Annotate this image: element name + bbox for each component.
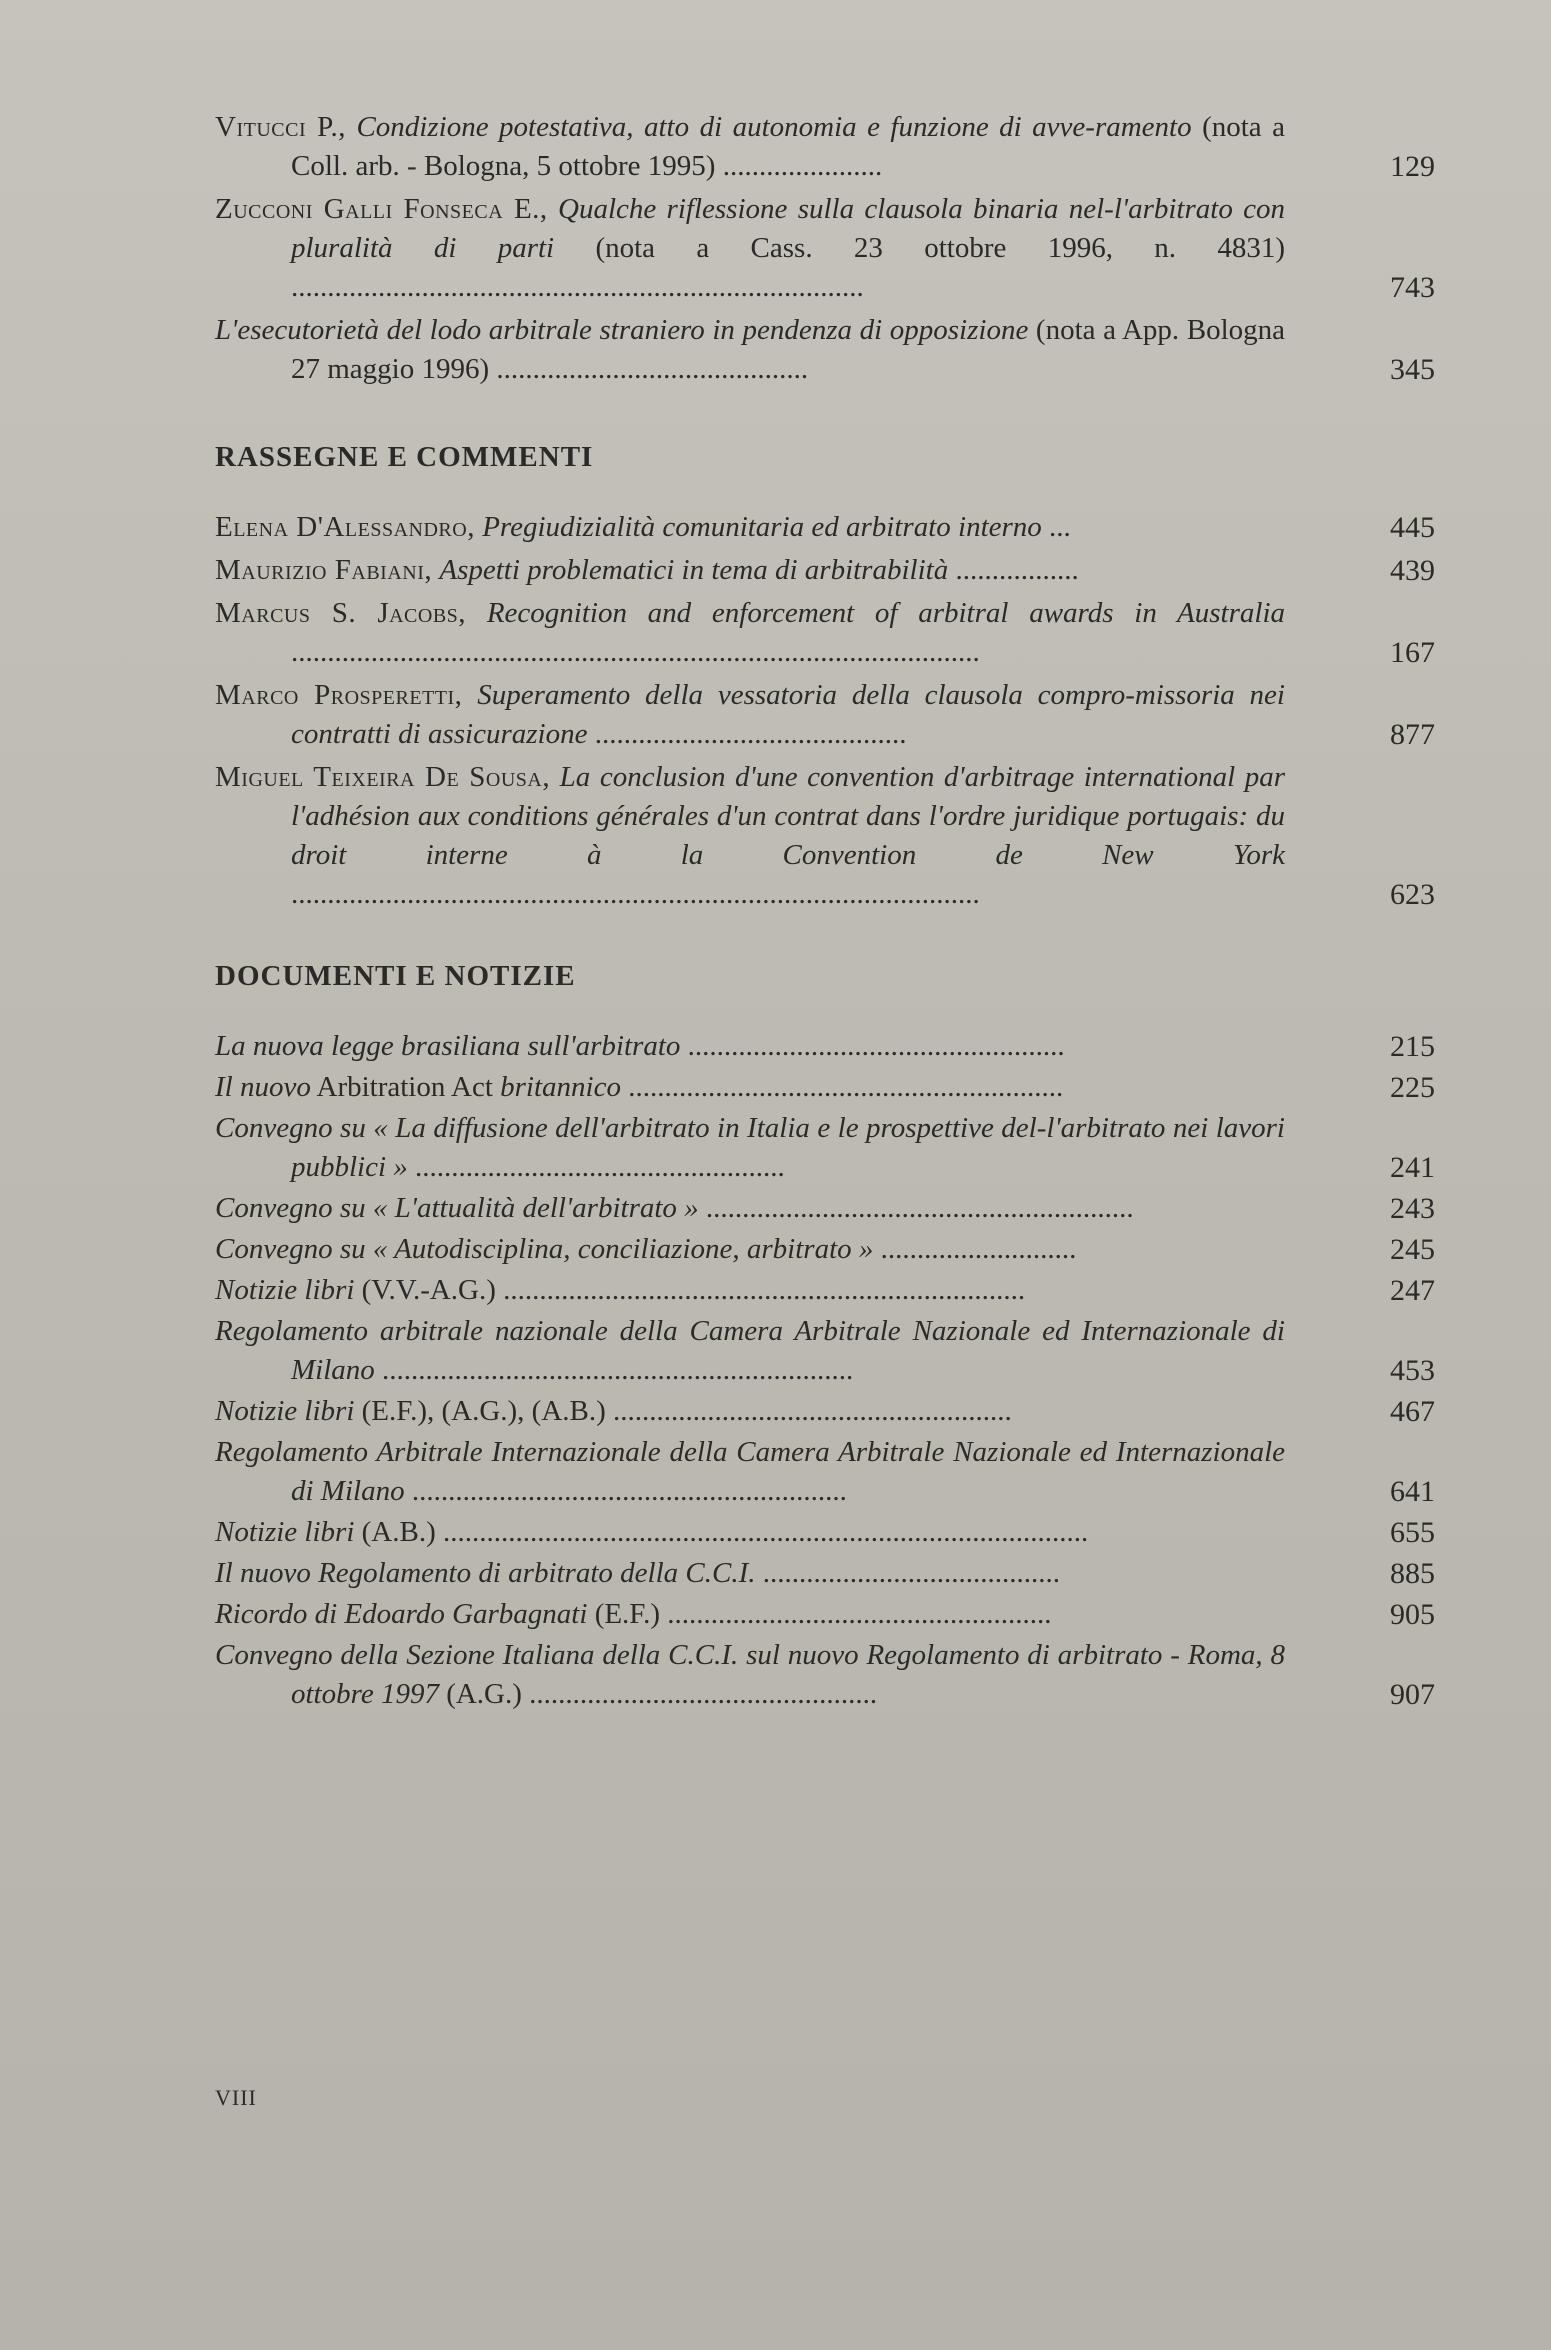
- entry-author: Marco Prosperetti,: [215, 679, 463, 711]
- entry-note: (nota a App. Bologna 27 maggio 1996): [291, 314, 1286, 385]
- entry-title: Notizie libri: [215, 1395, 355, 1427]
- toc-entry: Convegno della Sezione Italiana della C.C.I. sul nuovo Regolamento di arbitrato - Roma, 8 ottobre 1997 (A.G.) ................................................ 907: [215, 1636, 1435, 1714]
- entry-author: Vitucci P.,: [215, 111, 346, 143]
- toc-entry: Convegno su « La diffusione dell'arbitrato in Italia e le prospettive del-l'arbitrato nei lavori pubblici » ................................................... 241: [215, 1109, 1435, 1187]
- toc-entry: La nuova legge brasiliana sull'arbitrato .................................................... 215: [215, 1027, 1435, 1066]
- toc-entry: Il nuovo Arbitration Act britannico ............................................................ 225: [215, 1068, 1435, 1107]
- toc-entry: Ricordo di Edoardo Garbagnati (E.F.) ..................................................... 905: [215, 1595, 1435, 1634]
- entry-page-number: 623: [1390, 878, 1435, 911]
- entry-title: Aspetti problematici in tema di arbitrabilità: [439, 554, 949, 586]
- entry-note: (nota a Coll. arb. - Bologna, 5 ottobre 1995): [291, 111, 1286, 182]
- toc-entry: Vitucci P., Condizione potestativa, atto di autonomia e funzione di avve-ramento (nota a Coll. arb. - Bologna, 5 ottobre 1995) ...................... 129: [215, 108, 1435, 186]
- entry-page-number: 467: [1390, 1395, 1435, 1428]
- entry-title: Notizie libri: [215, 1274, 355, 1306]
- section-heading-documenti: DOCUMENTI E NOTIZIE: [215, 960, 576, 992]
- entry-author: Elena D'Alessandro,: [215, 511, 475, 543]
- entry-title-post: britannico: [500, 1071, 621, 1103]
- entry-title: La conclusion d'une convention d'arbitrage international par l'adhésion aux conditions générales d'un contrat dans l'ordre juridique portugais: du droit interne à la Convention de New York: [291, 761, 1286, 871]
- table-of-contents: [215, 108, 1435, 1716]
- entry-author: Zucconi Galli Fonseca E.,: [215, 193, 548, 225]
- entry-note: (E.F.), (A.G.), (A.B.): [361, 1395, 606, 1427]
- entry-page-number: 129: [1390, 150, 1435, 183]
- entry-page-number: 743: [1390, 271, 1435, 304]
- entry-title: Regolamento arbitrale nazionale della Camera Arbitrale Nazionale ed Internazionale di Milano: [215, 1315, 1285, 1386]
- entry-page-number: 225: [1390, 1071, 1435, 1104]
- entry-page-number: 345: [1390, 353, 1435, 386]
- entry-page-number: 247: [1390, 1274, 1435, 1307]
- entry-page-number: 655: [1390, 1516, 1435, 1549]
- entry-page-number: 907: [1390, 1678, 1435, 1711]
- toc-entry: Convegno su « Autodisciplina, conciliazione, arbitrato » ........................... 245: [215, 1230, 1435, 1269]
- toc-entry: Maurizio Fabiani, Aspetti problematici in tema di arbitrabilità ................. 439: [215, 551, 1435, 590]
- entry-author: Marcus S. Jacobs,: [215, 597, 467, 629]
- entry-title-roman: Arbitration Act: [316, 1071, 493, 1103]
- entry-page-number: 453: [1390, 1354, 1435, 1387]
- toc-entry: Regolamento Arbitrale Internazionale della Camera Arbitrale Nazionale ed Internazionale di Milano ............................................................ 641: [215, 1433, 1435, 1511]
- entry-note: (A.B.): [361, 1516, 436, 1548]
- toc-entry: Miguel Teixeira De Sousa, La conclusion d'une convention d'arbitrage international par l'adhésion aux conditions générales d'un contrat dans l'ordre juridique portugais: du droit interne à la Convention de New York ............................................................................................... 623: [215, 758, 1435, 914]
- entry-note: (E.F.): [594, 1598, 661, 1630]
- entry-title: Ricordo di Edoardo Garbagnati: [215, 1598, 588, 1630]
- entry-page-number: 905: [1390, 1598, 1435, 1631]
- toc-entry: Convegno su « L'attualità dell'arbitrato » ........................................................... 243: [215, 1189, 1435, 1228]
- entry-page-number: 215: [1390, 1030, 1435, 1063]
- entry-page-number: 885: [1390, 1557, 1435, 1590]
- entry-title: Convegno della Sezione Italiana della C.C.I. sul nuovo Regolamento di arbitrato - Roma, 8 ottobre 1997: [215, 1639, 1285, 1710]
- toc-entry: Notizie libri (V.V.-A.G.) ........................................................................ 247: [215, 1271, 1435, 1310]
- toc-entry: Il nuovo Regolamento di arbitrato della C.C.I. ......................................... 885: [215, 1554, 1435, 1593]
- entry-title: Regolamento Arbitrale Internazionale della Camera Arbitrale Nazionale ed Internazionale di Milano: [215, 1436, 1285, 1507]
- entry-note: (nota a Cass. 23 ottobre 1996, n. 4831): [595, 232, 1285, 264]
- entry-title: Convegno su « Autodisciplina, conciliazione, arbitrato »: [215, 1233, 874, 1265]
- toc-entry: Elena D'Alessandro, Pregiudizialità comunitaria ed arbitrato interno ... 445: [215, 508, 1435, 547]
- entry-title: L'esecutorietà del lodo arbitrale straniero in pendenza di opposizione: [215, 314, 1029, 346]
- section-heading-rassegne: RASSEGNE E COMMENTI: [215, 441, 594, 473]
- toc-entry: Marco Prosperetti, Superamento della vessatoria della clausola compro-missoria nei contratti di assicurazione ........................................... 877: [215, 676, 1435, 754]
- entry-title: Condizione potestativa, atto di autonomia e funzione di avve-ramento: [356, 111, 1192, 143]
- entry-page-number: 245: [1390, 1233, 1435, 1266]
- entry-note: (V.V.-A.G.): [361, 1274, 496, 1306]
- toc-entry: Regolamento arbitrale nazionale della Camera Arbitrale Nazionale ed Internazionale di Milano ................................................................. 453: [215, 1312, 1435, 1390]
- entry-title: Qualche riflessione sulla clausola binaria nel-l'arbitrato con pluralità di parti: [291, 193, 1286, 264]
- entry-title: Il nuovo Regolamento di arbitrato della C.C.I.: [215, 1557, 756, 1589]
- entry-author: Miguel Teixeira De Sousa,: [215, 761, 551, 793]
- entry-title: Convegno su « L'attualità dell'arbitrato »: [215, 1192, 699, 1224]
- entry-title: Pregiudizialità comunitaria ed arbitrato interno: [482, 511, 1042, 543]
- entry-title: La nuova legge brasiliana sull'arbitrato: [215, 1030, 681, 1062]
- entry-page-number: 877: [1390, 718, 1435, 751]
- entry-page-number: 243: [1390, 1192, 1435, 1225]
- entry-note: (A.G.): [446, 1678, 522, 1710]
- entry-title: Superamento della vessatoria della clausola compro-missoria nei contratti di assicurazione: [291, 679, 1285, 750]
- entry-author: Maurizio Fabiani,: [215, 554, 433, 586]
- entry-page-number: 445: [1390, 511, 1435, 544]
- toc-entry: Notizie libri (E.F.), (A.G.), (A.B.) ....................................................... 467: [215, 1392, 1435, 1431]
- toc-entry: L'esecutorietà del lodo arbitrale straniero in pendenza di opposizione (nota a App. Bologna 27 maggio 1996) ........................................... 345: [215, 311, 1435, 389]
- entry-title-pre: Il nuovo: [215, 1071, 311, 1103]
- toc-entry: Zucconi Galli Fonseca E., Qualche riflessione sulla clausola binaria nel-l'arbitrato con pluralità di parti (nota a Cass. 23 ottobre 1996, n. 4831) ............................................................................... 743: [215, 190, 1435, 307]
- entry-page-number: 241: [1390, 1151, 1435, 1184]
- toc-entry: Marcus S. Jacobs, Recognition and enforcement of arbitral awards in Australia ............................................................................................... 167: [215, 594, 1435, 672]
- entry-title: Notizie libri: [215, 1516, 355, 1548]
- toc-entry: Notizie libri (A.B.) ......................................................................................... 655: [215, 1513, 1435, 1552]
- entry-title: Convegno su « La diffusione dell'arbitrato in Italia e le prospettive del-l'arbitrato nei lavori pubblici »: [215, 1112, 1285, 1183]
- entry-title: Recognition and enforcement of arbitral awards in Australia: [486, 597, 1285, 629]
- entry-page-number: 167: [1390, 636, 1435, 669]
- page-folio: VIII: [215, 2085, 257, 2110]
- entry-page-number: 641: [1390, 1475, 1435, 1508]
- entry-page-number: 439: [1390, 554, 1435, 587]
